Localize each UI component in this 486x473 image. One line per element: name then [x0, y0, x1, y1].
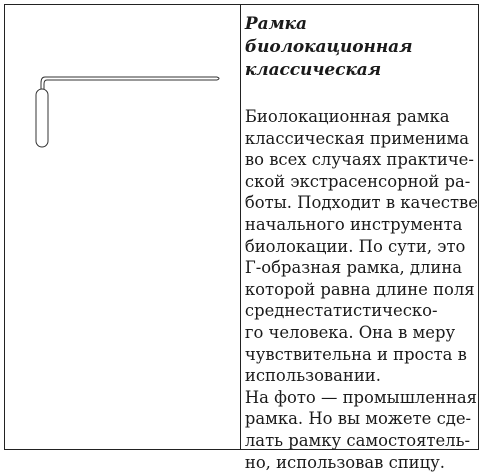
description-line: использовании. — [245, 365, 478, 387]
product-table — [4, 4, 479, 450]
description-line: лать рамку самостоятель- — [245, 430, 478, 452]
description-line: На фото — промышленная — [245, 387, 478, 409]
description-line: классическая применима — [245, 128, 478, 150]
description-line: начального инструмента — [245, 214, 478, 236]
title-line: классическая — [245, 59, 478, 82]
description-line: ской экстрасенсорной ра- — [245, 171, 478, 193]
description-line: среднестатистическо- — [245, 300, 478, 322]
product-title — [245, 13, 478, 82]
description-line: Биолокационная рамка — [245, 106, 478, 128]
description-line: Г-образная рамка, длина — [245, 257, 478, 279]
description-line: го человека. Она в меру — [245, 322, 478, 344]
description-cell — [241, 5, 478, 449]
description-line: но, использовав спицу. — [245, 452, 478, 473]
description-line: боты. Подходит в качестве — [245, 192, 478, 214]
description-line: которой равна длине поля — [245, 279, 478, 301]
title-line: Рамка биолокационная — [245, 13, 478, 59]
description-line: чувствительна и проста в — [245, 344, 478, 366]
image-cell — [5, 5, 241, 449]
description-line: рамка. Но вы можете сде- — [245, 408, 478, 430]
description-line: биолокации. По сути, это — [245, 236, 478, 258]
product-description — [245, 106, 478, 473]
description-line: во всех случаях практиче- — [245, 149, 478, 171]
dowsing-frame-illustration — [31, 69, 231, 159]
